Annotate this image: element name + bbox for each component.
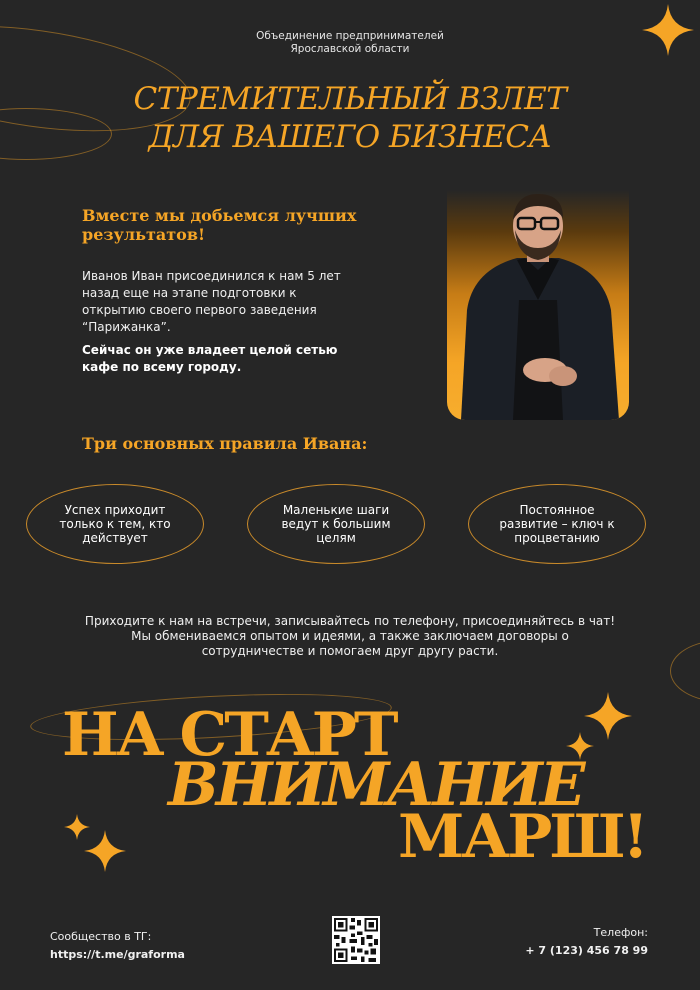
phone-label: Телефон: — [593, 926, 648, 939]
subheading-line: Вместе мы добьемся лучших — [82, 206, 357, 225]
call-to-action — [40, 614, 660, 659]
story-subheading — [82, 206, 412, 244]
phone-block — [525, 924, 648, 960]
story-highlight — [82, 342, 382, 376]
rule-text: Постоянное развитие – ключ к процветанию — [499, 503, 615, 545]
slogan-line-1: НА СТАРТ — [62, 700, 396, 770]
page-title — [0, 80, 700, 156]
slogan-line-3: МАРШ! — [398, 802, 646, 872]
paragraph-line: открытию своего первого заведения — [82, 303, 317, 317]
paragraph-line: “Парижанка”. — [82, 320, 171, 334]
community-block — [50, 928, 185, 964]
phone-number[interactable]: + 7 (123) 456 78 99 — [525, 944, 648, 957]
title-line: СТРЕМИТЕЛЬНЫЙ ВЗЛЕТ — [133, 81, 567, 117]
title-line: ДЛЯ ВАШЕГО БИЗНЕСА — [148, 119, 552, 155]
highlight-line: кафе по всему городу. — [82, 360, 242, 374]
community-link[interactable]: https://t.me/graforma — [50, 948, 185, 961]
rules-title: Три основных правила Ивана: — [82, 434, 368, 453]
cta-line: Мы обмениваемся опытом и идеями, а также заключаем договоры о — [131, 629, 569, 643]
highlight-line: Сейчас он уже владеет целой сетью — [82, 343, 338, 357]
paragraph-line: Иванов Иван присоединился к нам 5 лет — [82, 269, 341, 283]
paragraph-line: назад еще на этапе подготовки к — [82, 286, 297, 300]
org-line: Объединение предпринимателей — [256, 30, 444, 42]
organization-name — [0, 30, 700, 56]
rule-text: Маленькие шаги ведут к большим целям — [281, 503, 391, 545]
rule-item — [26, 484, 204, 564]
subheading-line: результатов! — [82, 225, 205, 244]
story-paragraph — [82, 268, 382, 336]
qr-code-icon — [332, 916, 380, 968]
person-silhouette — [447, 190, 629, 420]
rule-item — [468, 484, 646, 564]
slogan-line-2: ВНИМАНИЕ — [168, 750, 583, 820]
cta-line: Приходите к нам на встречи, записывайтесь по телефону, присоединяйтесь в чат! — [84, 614, 616, 628]
community-label: Сообщество в ТГ: — [50, 930, 152, 943]
decorative-ring — [670, 640, 700, 702]
sparkle-star-icon — [84, 830, 126, 872]
cta-line: сотрудничестве и помогаем друг другу расти. — [201, 644, 499, 658]
org-line: Ярославской области — [290, 43, 410, 55]
rule-item — [247, 484, 425, 564]
rule-text: Успех приходит только к тем, кто действует — [59, 503, 171, 545]
portrait-photo — [447, 190, 629, 420]
